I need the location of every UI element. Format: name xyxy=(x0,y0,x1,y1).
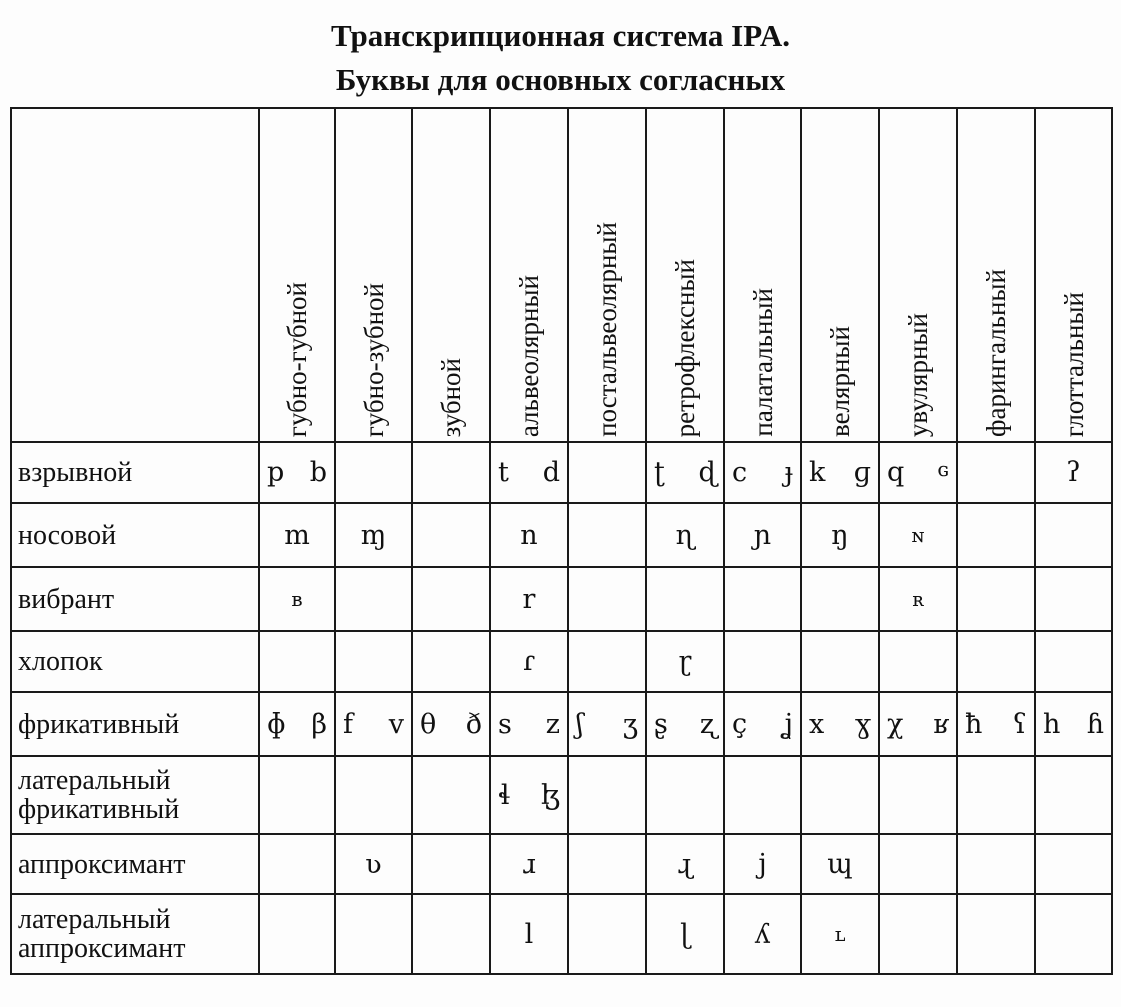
row-header-line: фрикативный xyxy=(18,794,180,825)
ipa-symbol: ʀ xyxy=(912,587,924,611)
table-cell xyxy=(724,834,801,894)
table-cell xyxy=(879,756,957,834)
table-cell xyxy=(335,894,412,974)
ipa-symbol: ɣ xyxy=(854,708,871,740)
table-cell xyxy=(259,894,335,974)
table-cell xyxy=(259,567,335,631)
table-cell xyxy=(490,567,568,631)
table-row xyxy=(11,834,1112,894)
ipa-symbol: ɻ xyxy=(677,848,693,880)
ipa-symbol: v xyxy=(388,708,404,740)
ipa-symbol: ɹ xyxy=(522,848,536,880)
row-header: аппроксимант xyxy=(11,834,259,894)
table-cell xyxy=(412,756,490,834)
table-cell xyxy=(335,567,412,631)
ipa-symbol: ɸ xyxy=(267,708,286,740)
table-cell xyxy=(957,567,1035,631)
ipa-symbol: ɴ xyxy=(911,523,925,547)
column-header xyxy=(490,108,568,442)
page-title: Транскрипционная система IPA. xyxy=(330,18,790,53)
ipa-symbol: ɦ xyxy=(1086,708,1104,740)
table-cell xyxy=(879,894,957,974)
table-cell xyxy=(801,756,879,834)
ipa-symbol: ŋ xyxy=(831,519,849,551)
table-cell xyxy=(412,692,490,756)
table-cell xyxy=(1035,567,1112,631)
ipa-symbol: l xyxy=(524,918,534,950)
table-cell xyxy=(335,692,412,756)
row-header-line: латеральный xyxy=(18,765,171,796)
table-cell xyxy=(568,692,646,756)
ipa-symbol: n xyxy=(520,519,538,551)
table-cell xyxy=(259,834,335,894)
table-cell xyxy=(568,442,646,503)
ipa-consonant-table xyxy=(10,107,1113,975)
table-cell xyxy=(724,503,801,567)
table-cell xyxy=(1035,442,1112,503)
table-row xyxy=(11,756,1112,834)
ipa-symbol: ʒ xyxy=(622,708,638,740)
row-header: вибрант xyxy=(11,567,259,631)
ipa-symbol: c xyxy=(732,457,748,488)
table-cell xyxy=(724,567,801,631)
table-cell xyxy=(568,567,646,631)
table-cell xyxy=(490,692,568,756)
table-cell xyxy=(879,692,957,756)
table-cell xyxy=(568,631,646,692)
ipa-symbol: ʝ xyxy=(783,708,793,740)
row-header: хлопок xyxy=(11,631,259,692)
ipa-symbol: ɡ xyxy=(853,457,871,488)
table-cell xyxy=(1035,503,1112,567)
column-header xyxy=(568,108,646,442)
table-cell xyxy=(879,567,957,631)
table-cell xyxy=(335,756,412,834)
table-cell xyxy=(568,503,646,567)
table-cell xyxy=(259,692,335,756)
ipa-symbol: b xyxy=(309,457,327,488)
table-cell xyxy=(490,503,568,567)
table-cell xyxy=(957,756,1035,834)
table-cell xyxy=(1035,631,1112,692)
ipa-symbol: ɮ xyxy=(540,779,560,811)
ipa-symbol: ʟ xyxy=(834,922,846,946)
row-header xyxy=(11,756,259,834)
ipa-symbol: β xyxy=(311,708,327,740)
row-header xyxy=(11,894,259,974)
table-cell xyxy=(1035,756,1112,834)
ipa-symbol: m xyxy=(284,519,310,551)
table-cell xyxy=(646,756,724,834)
ipa-symbol: ɱ xyxy=(360,519,387,551)
table-row xyxy=(11,442,1112,503)
page-subtitle: Буквы для основных согласных xyxy=(335,62,786,97)
table-cell xyxy=(568,756,646,834)
table-cell xyxy=(957,834,1035,894)
column-header xyxy=(724,108,801,442)
ipa-symbol: j xyxy=(758,848,767,880)
table-cell xyxy=(412,567,490,631)
ipa-symbol: ɭ xyxy=(680,918,690,950)
column-header xyxy=(646,108,724,442)
corner-cell xyxy=(11,108,259,442)
table-cell xyxy=(957,631,1035,692)
table-cell xyxy=(801,692,879,756)
table-cell xyxy=(801,567,879,631)
table-cell xyxy=(646,692,724,756)
table-cell xyxy=(646,442,724,503)
ipa-symbol: k xyxy=(809,457,826,488)
table-cell xyxy=(879,631,957,692)
column-header-label: палатальный xyxy=(747,288,778,437)
column-header-label: альвеолярный xyxy=(514,274,544,437)
table-cell xyxy=(801,503,879,567)
column-header xyxy=(335,108,412,442)
table-cell xyxy=(646,631,724,692)
column-header-label: зубной xyxy=(436,357,466,437)
table-cell xyxy=(724,442,801,503)
ipa-symbol: ɳ xyxy=(675,519,695,551)
row-header-line: аппроксимант xyxy=(18,933,186,964)
ipa-symbol: x xyxy=(809,708,825,740)
ipa-symbol: p xyxy=(267,457,285,488)
table-cell xyxy=(724,692,801,756)
ipa-symbol: ʔ xyxy=(1066,457,1081,488)
table-cell xyxy=(490,756,568,834)
ipa-symbol: ç xyxy=(732,708,748,740)
ipa-symbol: s xyxy=(498,708,512,740)
ipa-symbol: ʕ xyxy=(1012,708,1027,740)
column-header-label: глоттальный xyxy=(1058,291,1089,437)
table-cell xyxy=(724,894,801,974)
ipa-symbol: r xyxy=(522,583,536,615)
table-cell xyxy=(335,503,412,567)
table-cell xyxy=(259,503,335,567)
table-cell xyxy=(335,442,412,503)
ipa-symbol: ʃ xyxy=(576,708,584,740)
header-row xyxy=(11,108,1112,442)
ipa-symbol: ʐ xyxy=(699,708,716,740)
column-header xyxy=(1035,108,1112,442)
ipa-symbol: χ xyxy=(887,708,904,740)
column-header xyxy=(259,108,335,442)
column-header-label: увулярный xyxy=(903,312,933,437)
table-row xyxy=(11,567,1112,631)
table-cell xyxy=(490,631,568,692)
table-cell xyxy=(335,834,412,894)
ipa-symbol: q xyxy=(887,457,905,488)
table-cell xyxy=(1035,834,1112,894)
ipa-symbol: ɬ xyxy=(498,779,511,811)
table-row xyxy=(11,894,1112,974)
table-cell xyxy=(259,631,335,692)
row-header-line: латеральный xyxy=(18,904,171,935)
row-header: носовой xyxy=(11,503,259,567)
table-cell xyxy=(957,442,1035,503)
column-header xyxy=(412,108,490,442)
table-cell xyxy=(259,442,335,503)
ipa-symbol: ɖ xyxy=(698,457,716,488)
column-header-label: губно-губной xyxy=(282,281,312,437)
ipa-symbol: ɰ xyxy=(827,848,853,880)
table-cell xyxy=(801,442,879,503)
row-header: фрикативный xyxy=(11,692,259,756)
column-header-label: постальвеолярный xyxy=(592,222,622,437)
table-cell xyxy=(801,894,879,974)
table-cell xyxy=(412,503,490,567)
column-header xyxy=(957,108,1035,442)
ipa-symbol: ɽ xyxy=(678,646,692,677)
ipa-symbol: t xyxy=(498,457,509,488)
ipa-symbol: ʈ xyxy=(654,457,665,488)
table-cell xyxy=(801,834,879,894)
ipa-symbol: ʎ xyxy=(754,918,771,950)
table-cell xyxy=(801,631,879,692)
table-row xyxy=(11,503,1112,567)
table-row xyxy=(11,692,1112,756)
table-cell xyxy=(1035,894,1112,974)
table-cell xyxy=(957,503,1035,567)
column-header-label: фарингальный xyxy=(981,269,1011,437)
table-cell xyxy=(646,834,724,894)
table-cell xyxy=(490,894,568,974)
table-cell xyxy=(259,756,335,834)
ipa-symbol: ɢ xyxy=(937,457,949,481)
table-cell xyxy=(412,631,490,692)
table-cell xyxy=(646,503,724,567)
table-cell xyxy=(412,834,490,894)
ipa-symbol: ɾ xyxy=(522,646,536,677)
column-header-label: ретрофлексный xyxy=(670,258,700,437)
table-cell xyxy=(879,834,957,894)
ipa-symbol: f xyxy=(343,708,353,740)
table-cell xyxy=(879,442,957,503)
table-cell xyxy=(490,442,568,503)
column-header xyxy=(801,108,879,442)
ipa-symbol: z xyxy=(545,708,560,740)
table-cell xyxy=(957,692,1035,756)
ipa-symbol: ʋ xyxy=(365,848,382,880)
column-header-label: велярный xyxy=(825,325,855,437)
table-cell xyxy=(724,756,801,834)
table-cell xyxy=(412,894,490,974)
table-cell xyxy=(335,631,412,692)
table-cell xyxy=(957,894,1035,974)
table-cell xyxy=(568,894,646,974)
table-cell xyxy=(646,567,724,631)
table-cell xyxy=(568,834,646,894)
ipa-symbol: θ xyxy=(420,708,437,740)
column-header-label: губно-зубной xyxy=(358,282,389,437)
table-cell xyxy=(412,442,490,503)
table-cell xyxy=(879,503,957,567)
ipa-symbol: ɟ xyxy=(784,457,793,488)
ipa-symbol: ð xyxy=(465,708,482,740)
ipa-symbol: ɲ xyxy=(753,519,772,551)
ipa-symbol: ʁ xyxy=(933,708,949,740)
ipa-symbol: ʙ xyxy=(291,587,303,611)
table-row xyxy=(11,631,1112,692)
row-header: взрывной xyxy=(11,442,259,503)
ipa-symbol: ʂ xyxy=(654,708,668,740)
ipa-symbol: h xyxy=(1043,708,1061,740)
table-cell xyxy=(646,894,724,974)
ipa-symbol: d xyxy=(542,457,560,488)
table-cell xyxy=(490,834,568,894)
table-cell xyxy=(1035,692,1112,756)
table-cell xyxy=(724,631,801,692)
column-header xyxy=(879,108,957,442)
ipa-symbol: ħ xyxy=(965,708,983,740)
